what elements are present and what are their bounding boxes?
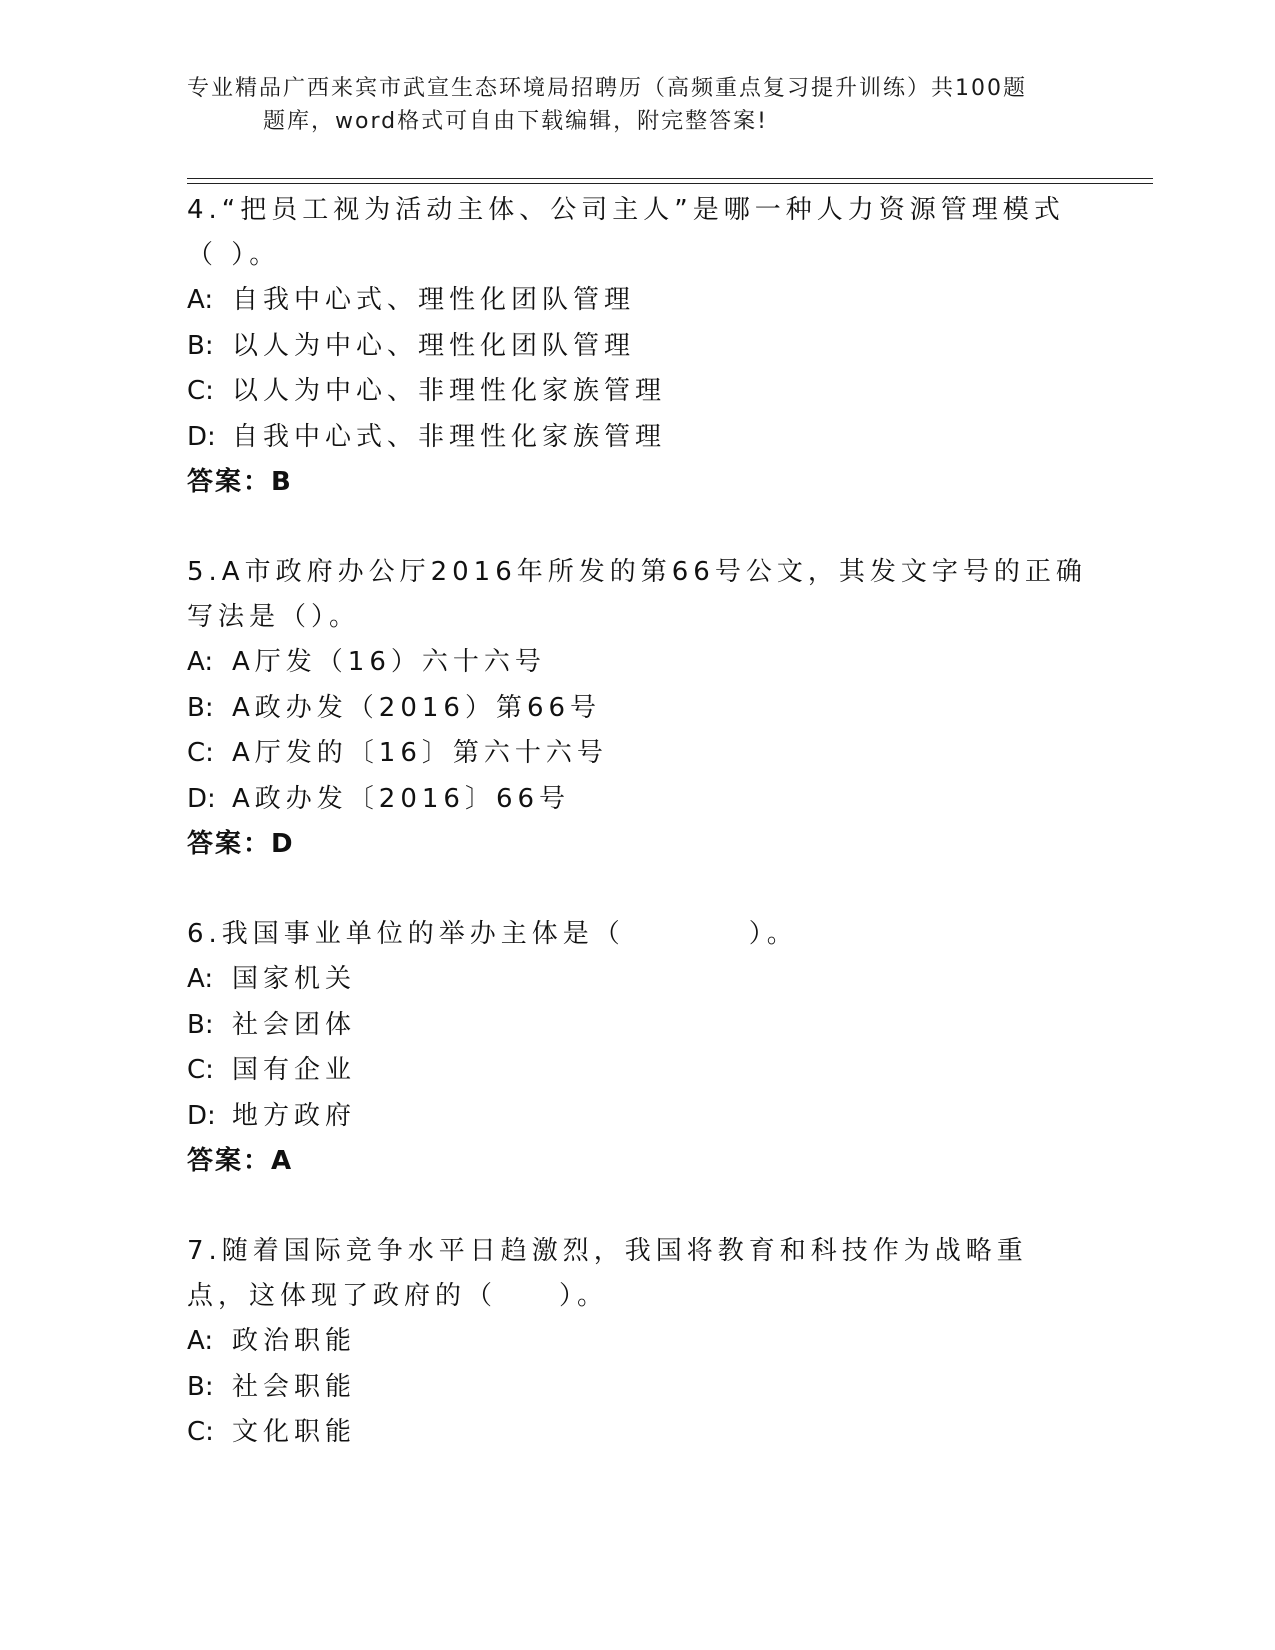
option-letter: B:: [187, 1009, 214, 1040]
option-text: A厅发（16）六十六号: [232, 647, 546, 677]
question-stem: 7.随着国际竞争水平日趋激烈，我国将教育和科技作为战略重点，这体现了政府的（ ）。: [187, 1236, 1028, 1311]
option-letter: B:: [187, 1371, 214, 1402]
option-text: 政治职能: [232, 1326, 357, 1356]
option-a: [187, 957, 1087, 1003]
option-letter: C:: [187, 1055, 214, 1085]
option-text: 社会职能: [232, 1371, 357, 1402]
option-letter: D:: [187, 783, 216, 814]
option-text: 文化职能: [232, 1417, 357, 1447]
option-letter: A:: [187, 1326, 214, 1356]
option-b: [187, 1003, 1087, 1049]
option-c: [187, 369, 1087, 415]
option-letter: B:: [187, 330, 214, 361]
option-d: [187, 777, 1087, 823]
question-list: [187, 188, 1087, 1501]
option-c: [187, 1048, 1087, 1094]
answer-line: 答案：A: [187, 1146, 294, 1176]
option-letter: C:: [187, 376, 214, 406]
option-text: 自我中心式、非理性化家族管理: [232, 421, 667, 452]
option-text: 以人为中心、理性化团队管理: [232, 330, 636, 361]
question-6: [187, 912, 1087, 1184]
header-title-line-1: 专业精品广西来宾市武宣生态环境局招聘历（高频重点复习提升训练）共100题: [187, 76, 1027, 101]
option-d: [187, 1094, 1087, 1140]
question-stem: 6.我国事业单位的举办主体是（ ）。: [187, 919, 798, 949]
option-letter: A:: [187, 285, 214, 315]
question-4: [187, 188, 1087, 505]
option-a: [187, 1319, 1087, 1365]
option-text: 社会团体: [232, 1009, 357, 1040]
document-header: [187, 72, 1067, 138]
answer-line: 答案：D: [187, 829, 295, 859]
option-a: [187, 278, 1087, 324]
question-stem: 4.“把员工视为活动主体、公司主人”是哪一种人力资源管理模式（ ）。: [187, 195, 1065, 270]
option-b: [187, 686, 1087, 732]
header-divider-top: [187, 178, 1153, 179]
question-stem: 5.A市政府办公厅2016年所发的第66号公文，其发文字号的正确写法是（）。: [187, 557, 1087, 632]
option-text: A政办发（2016）第66号: [232, 692, 602, 723]
answer-line: 答案：B: [187, 467, 293, 497]
header-divider-bottom: [187, 183, 1153, 184]
option-letter: C:: [187, 1417, 214, 1447]
option-letter: B:: [187, 692, 214, 723]
option-text: A政办发〔2016〕66号: [232, 783, 571, 814]
option-text: 国家机关: [232, 964, 357, 994]
option-text: 自我中心式、理性化团队管理: [232, 285, 636, 315]
option-letter: A:: [187, 964, 214, 994]
option-b: [187, 324, 1087, 370]
question-5: [187, 550, 1087, 867]
header-title-line-2: 题库，word格式可自由下载编辑，附完整答案!: [263, 109, 768, 134]
option-letter: C:: [187, 738, 214, 768]
option-text: 地方政府: [232, 1100, 357, 1131]
option-text: A厅发的〔16〕第六十六号: [232, 738, 608, 768]
option-b: [187, 1365, 1087, 1411]
question-7: [187, 1229, 1087, 1456]
option-d: [187, 415, 1087, 461]
option-text: 国有企业: [232, 1055, 357, 1085]
option-c: [187, 731, 1087, 777]
option-a: [187, 640, 1087, 686]
option-letter: D:: [187, 421, 216, 452]
option-letter: D:: [187, 1100, 216, 1131]
option-text: 以人为中心、非理性化家族管理: [232, 376, 667, 406]
option-letter: A:: [187, 647, 214, 677]
option-c: [187, 1410, 1087, 1456]
